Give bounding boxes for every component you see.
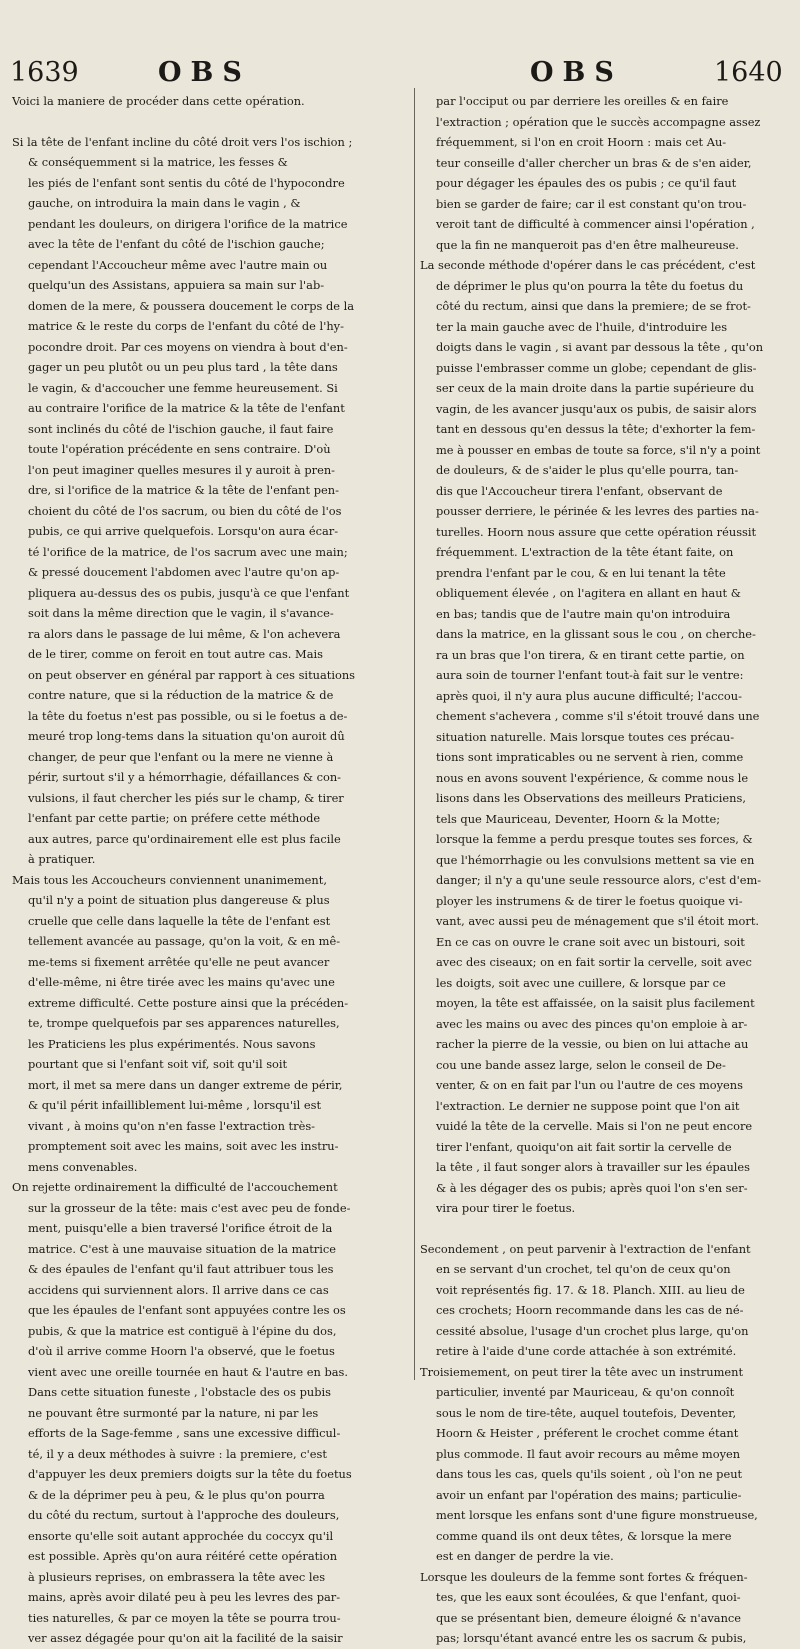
text-line: nous en avons souvent l'expérience, & comme nous le [436, 770, 749, 785]
text-line: danger; il n'y a qu'une seule ressource alors, c'est d'em- [436, 873, 762, 887]
text-line: toute l'opération précédente en sens contraire. D'où [28, 442, 331, 456]
text-line: efforts de la Sage-femme , sans une excessive difficul- [28, 1426, 341, 1440]
text-line: cruelle que celle dans laquelle la tête de l'enfant est [28, 913, 331, 928]
text-line: vira pour tirer le foetus. [436, 1201, 576, 1215]
text-line: ployer les instrumens & de tirer le foetus quoique vi- [436, 893, 743, 908]
text-line: ver assez dégagée pour qu'on ait la facilité de la saisir [28, 1631, 343, 1645]
text-line: que les épaules de l'enfant sont appuyées contre les os [28, 1303, 346, 1317]
text-line: pliquera au-dessus des os pubis, jusqu'à ce que l'enfant [28, 585, 350, 600]
text-line: vient avec une oreille tournée en haut & l'autre en bas. [28, 1364, 348, 1379]
text-line: vagin, de les avancer jusqu'aux os pubis, de saisir alors [436, 401, 757, 416]
text-line: ties naturelles, & par ce moyen la tête se pourra trou- [28, 1610, 341, 1625]
text-line: côté du rectum, ainsi que dans la premiere; de se frot- [436, 299, 751, 313]
text-line: turelles. Hoorn nous assure que cette opération réussit [436, 524, 757, 539]
text-line: au contraire l'orifice de la matrice & la tête de l'enfant [28, 401, 345, 415]
text-line: que se présentant bien, demeure éloigné & n'avance [436, 1610, 742, 1625]
text-line: On rejette ordinairement la difficulté de l'accouchement [12, 1180, 338, 1194]
text-line: matrice. C'est à une mauvaise situation de la matrice [28, 1241, 337, 1256]
text-line: vivant , à moins qu'on n'en fasse l'extraction très- [28, 1118, 316, 1133]
text-line: en bas; tandis que de l'autre main qu'on introduira [436, 606, 731, 621]
text-line: lisons dans les Observations des meilleurs Praticiens, [436, 791, 746, 805]
text-line: & qu'il périt infailliblement lui-même , lorsqu'il est [28, 1098, 322, 1112]
text-line: dans la matrice, en la glissant sous le cou , on cherche- [436, 627, 756, 641]
text-line: chement s'achevera , comme s'il s'étoit trouvé dans une [436, 709, 760, 723]
text-line: pourtant que si l'enfant soit vif, soit qu'il soit [28, 1057, 288, 1071]
text-line: tirer l'enfant, quoiqu'on ait fait sortir la cervelle de [436, 1139, 732, 1154]
text-line: en se servant d'un crochet, tel qu'on de ceux qu'on [436, 1262, 731, 1276]
text-line: l'extraction. Le dernier ne suppose point que l'on ait [436, 1098, 740, 1113]
text-line: contre nature, que si la réduction de la matrice & de [28, 688, 334, 702]
text-line: obliquement élevée , on l'agitera en allant en haut & [436, 586, 741, 600]
text-line: particulier, inventé par Mauriceau, & qu'on connoît [436, 1385, 735, 1399]
text-line: est en danger de perdre la vie. [436, 1549, 614, 1563]
text-line: tions sont impraticables ou ne servent à rien, comme [436, 750, 744, 764]
text-line: les piés de l'enfant sont sentis du côté de l'hypocondre [28, 175, 345, 190]
text-line: Troisiemement, on peut tirer la tête avec un instrument [420, 1364, 744, 1379]
text-line: avec les mains ou avec des pinces qu'on emploie à ar- [436, 1016, 748, 1031]
text-line: pas; lorsqu'étant avancé entre les os sacrum & pubis, [436, 1631, 747, 1645]
text-line: mains, après avoir dilaté peu à peu les levres des par- [28, 1590, 341, 1604]
text-line: soit dans la même direction que le vagin, il s'avance- [28, 606, 334, 620]
page-number-right: 1640 [714, 57, 783, 88]
text-line: d'elle-même, ni être tirée avec les mains qu'avec une [28, 975, 335, 989]
text-line: Mais tous les Accoucheurs conviennent unanimement, [12, 872, 327, 887]
running-head-left: OBS [158, 57, 251, 88]
text-line: pendant les douleurs, on dirigera l'orifice de la matrice [28, 216, 348, 231]
text-line: ra un bras que l'on tirera, & en tirant cette partie, on [436, 647, 745, 662]
text-line: tels que Mauriceau, Deventer, Hoorn & la Motte; [436, 811, 721, 826]
text-line: Si la tête de l'enfant incline du côté droit vers l'os ischion ; [12, 134, 353, 149]
text-line: sont inclinés du côté de l'ischion gauche, il faut faire [28, 421, 334, 436]
text-line: vant, avec aussi peu de ménagement que s'il étoit mort. [436, 914, 760, 928]
text-line: dre, si l'orifice de la matrice & la tête de l'enfant pen- [28, 483, 339, 497]
text-line: pubis, & que la matrice est contiguë à l'épine du dos, [28, 1323, 337, 1338]
text-line: ces crochets; Hoorn recommande dans les cas de né- [436, 1303, 744, 1317]
text-line: d'appuyer les deux premiers doigts sur la tête du foetus [28, 1467, 352, 1481]
text-line: promptement soit avec les mains, soit avec les instru- [28, 1139, 339, 1153]
text-line: cependant l'Accoucheur même avec l'autre main ou [28, 257, 328, 272]
text-line: fréquemment, si l'on en croit Hoorn : mais cet Au- [436, 135, 727, 149]
text-line: bien se garder de faire; car il est constant qu'on trou- [436, 196, 747, 211]
text-line: changer, de peur que l'enfant ou la mere ne vienne à [28, 749, 334, 764]
text-line: voit représentés fig. 17. & 18. Planch. XIII. au lieu de [436, 1282, 745, 1297]
page-number-left: 1639 [10, 57, 79, 88]
text-line: prendra l'enfant par le cou, & en lui tenant la tête [436, 565, 726, 580]
text-line: les Praticiens les plus expérimentés. Nous savons [28, 1036, 316, 1051]
text-line: ser ceux de la main droite dans la partie supérieure du [436, 381, 755, 395]
text-line: avoir un enfant par l'opération des mains; particulie- [436, 1487, 742, 1502]
text-line: mort, il met sa mere dans un danger extreme de périr, [28, 1077, 343, 1092]
text-line: me à pousser en embas de toute sa force, s'il n'y a point [436, 442, 761, 457]
text-line: la tête , il faut songer alors à travailler sur les épaules [436, 1160, 751, 1174]
text-line: puisse l'embrasser comme un globe; cependant de glis- [436, 360, 757, 375]
text-line: veroit tant de difficulté à commencer ainsi l'opération , [436, 217, 755, 231]
text-line: on peut observer en général par rapport à ces situations [28, 667, 356, 682]
text-line: avec des ciseaux; on en fait sortir la cervelle, soit avec [436, 955, 752, 969]
text-line: comme quand ils ont deux têtes, & lorsque la mere [436, 1528, 732, 1543]
text-line: gager un peu plutôt ou un peu plus tard , la tête dans [28, 360, 338, 374]
text-line: Hoorn & Heister , préferent le crochet comme étant [436, 1426, 739, 1440]
text-line: & pressé doucement l'abdomen avec l'autre qu'on ap- [28, 565, 340, 579]
text-line: situation naturelle. Mais lorsque toutes ces précau- [436, 729, 735, 744]
text-line: ment, puisqu'elle a bien traversé l'orifice étroit de la [28, 1221, 333, 1235]
text-line: te, trompe quelquefois par ses apparences naturelles, [28, 1016, 340, 1030]
text-line: ensorte qu'elle soit autant approchée du coccyx qu'il [28, 1528, 334, 1543]
text-line: accidens qui surviennent alors. Il arrive dans ce cas [28, 1282, 329, 1297]
text-line: teur conseille d'aller chercher un bras & de s'en aider, [436, 155, 752, 170]
text-line: cessité absolue, l'usage d'un crochet plus large, qu'on [436, 1323, 749, 1338]
text-line: périr, surtout s'il y a hémorrhagie, défaillances & con- [28, 770, 342, 784]
text-line: & des épaules de l'enfant qu'il faut attribuer tous les [28, 1262, 334, 1276]
text-line: choient du côté de l'os sacrum, ou bien du côté de l'os [28, 503, 342, 518]
text-line: le vagin, & d'accoucher une femme heureusement. Si [28, 380, 338, 395]
text-line: la tête du foetus n'est pas possible, ou si le foetus a de- [28, 708, 348, 723]
text-line: doigts dans le vagin , si avant par dessous la tête , qu'on [436, 340, 764, 354]
text-line: tant en dessous qu'en dessus la tête; d'exhorter la fem- [436, 422, 756, 436]
text-line: quelqu'un des Assistans, appuiera sa main sur l'ab- [28, 278, 325, 292]
text-line: pocondre droit. Par ces moyens on viendra à bout d'en- [28, 339, 348, 354]
text-line: ter la main gauche avec de l'huile, d'introduire les [436, 319, 728, 334]
text-line: l'extraction ; opération que le succès accompagne assez [436, 114, 761, 129]
text-line: Secondement , on peut parvenir à l'extraction de l'enfant [420, 1241, 751, 1256]
text-line: racher la pierre de la vessie, ou bien on lui attache au [436, 1037, 749, 1051]
text-line: de déprimer le plus qu'on pourra la tête du foetus du [436, 278, 744, 293]
running-head-right: OBS [530, 57, 623, 88]
text-line: l'on peut imaginer quelles mesures il y auroit à pren- [28, 462, 336, 477]
text-line: vulsions, il faut chercher les piés sur le champ, & tirer [28, 790, 344, 805]
text-line: extreme difficulté. Cette posture ainsi que la précéden- [28, 995, 349, 1010]
text-line: ra alors dans le passage de lui même, & l'on achevera [28, 626, 341, 641]
text-line: té l'orifice de la matrice, de l'os sacrum avec une main; [28, 544, 348, 559]
text-line: qu'il n'y a point de situation plus dangereuse & plus [28, 893, 330, 907]
text-line: aura soin de tourner l'enfant tout-à fait sur le ventre: [436, 668, 744, 682]
text-line: pour dégager les épaules des os pubis ; ce qu'il faut [436, 176, 737, 190]
text-line: fréquemment. L'extraction de la tête étant faite, on [436, 545, 734, 559]
text-line: à plusieurs reprises, on embrassera la tête avec les [28, 1569, 326, 1584]
text-line: sur la grosseur de la tête: mais c'est avec peu de fonde- [28, 1200, 351, 1215]
text-line: gauche, on introduira la main dans le vagin , & [28, 196, 301, 210]
text-line: mens convenables. [28, 1159, 138, 1174]
text-line: La seconde méthode d'opérer dans le cas précédent, c'est [420, 258, 756, 272]
text-line: l'enfant par cette partie; on préfere cette méthode [28, 811, 321, 825]
paragraph-gap [12, 112, 402, 132]
text-line: dis que l'Accoucheur tirera l'enfant, observant de [436, 483, 723, 498]
text-line: du côté du rectum, surtout à l'approche des douleurs, [28, 1508, 340, 1522]
text-line: En ce cas on ouvre le crane soit avec un bistouri, soit [436, 934, 745, 949]
text-line: me-tems si fixement arrêtée qu'elle ne peut avancer [28, 954, 330, 969]
text-line: plus commode. Il faut avoir recours au même moyen [436, 1446, 741, 1461]
text-line: ne pouvant être surmonté par la nature, ni par les [28, 1405, 319, 1420]
right-column [420, 91, 790, 1649]
text-line: que l'hémorrhagie ou les convulsions mettent sa vie en [436, 852, 755, 867]
text-line: à pratiquer. [28, 852, 96, 866]
text-line: lorsque la femme a perdu presque toutes ses forces, & [436, 832, 753, 846]
text-line: de douleurs, & de s'aider le plus qu'elle pourra, tan- [436, 463, 739, 477]
text-line: de le tirer, comme on feroit en tout autre cas. Mais [28, 647, 323, 661]
text-line: par l'occiput ou par derriere les oreilles & en faire [436, 94, 729, 108]
text-line: après quoi, il n'y aura plus aucune difficulté; l'accou- [436, 688, 742, 703]
text-line: venter, & on en fait par l'un ou l'autre de ces moyens [436, 1078, 743, 1092]
text-line: que la fin ne manqueroit pas d'en être malheureuse. [436, 237, 739, 252]
text-line: cou une bande assez large, selon le conseil de De- [436, 1057, 726, 1072]
text-line: Dans cette situation funeste , l'obstacle des os pubis [28, 1385, 331, 1399]
left-column [12, 91, 402, 1649]
paragraph-gap [420, 1219, 790, 1239]
text-line: vuidé la tête de la cervelle. Mais si l'on ne peut encore [436, 1119, 753, 1133]
text-line: & conséquemment si la matrice, les fesses & [28, 155, 288, 169]
text-line: & de la déprimer peu à peu, & le plus qu'on pourra [28, 1487, 325, 1502]
text-line: ment lorsque les enfans sont d'une figure monstrueuse, [436, 1508, 758, 1522]
text-line: aux autres, parce qu'ordinairement elle est plus facile [28, 831, 341, 846]
text-line: d'où il arrive comme Hoorn l'a observé, que le foetus [28, 1344, 335, 1358]
text-line: dans tous les cas, quels qu'ils soient , où l'on ne peut [436, 1467, 743, 1481]
text-line: moyen, la tête est affaissée, on la saisit plus facilement [436, 996, 755, 1010]
text-line: tellement avancée au passage, qu'on la voit, & en mê- [28, 934, 341, 948]
text-line: & à les dégager des os pubis; après quoi l'on s'en ser- [436, 1180, 748, 1195]
text-line: matrice & le reste du corps de l'enfant du côté de l'hy- [28, 319, 344, 333]
text-line: avec la tête de l'enfant du côté de l'ischion gauche; [28, 237, 325, 251]
text-line: pubis, ce qui arrive quelquefois. Lorsqu'on aura écar- [28, 524, 339, 538]
text-line: té, il y a deux méthodes à suivre : la premiere, c'est [28, 1446, 327, 1461]
text-line: tes, que les eaux sont écoulées, & que l'enfant, quoi- [436, 1590, 741, 1604]
text-line: Voici la maniere de procéder dans cette opération. [12, 94, 305, 108]
text-line: meuré trop long-tems dans la situation qu'on auroit dû [28, 729, 345, 743]
text-line: pousser derriere, le périnée & les levres des parties na- [436, 504, 759, 518]
column-divider [414, 88, 415, 1380]
text-line: les doigts, soit avec une cuillere, & lorsque par ce [436, 975, 726, 990]
text-line: sous le nom de tire-tête, auquel toutefois, Deventer, [436, 1405, 737, 1420]
text-line: Lorsque les douleurs de la femme sont fortes & fréquen- [420, 1569, 748, 1584]
text-line: domen de la mere, & poussera doucement le corps de la [28, 298, 355, 313]
text-line: retire à l'aide d'une corde attachée à son extrémité. [436, 1344, 737, 1358]
text-line: est possible. Après qu'on aura réitéré cette opération [28, 1549, 338, 1563]
